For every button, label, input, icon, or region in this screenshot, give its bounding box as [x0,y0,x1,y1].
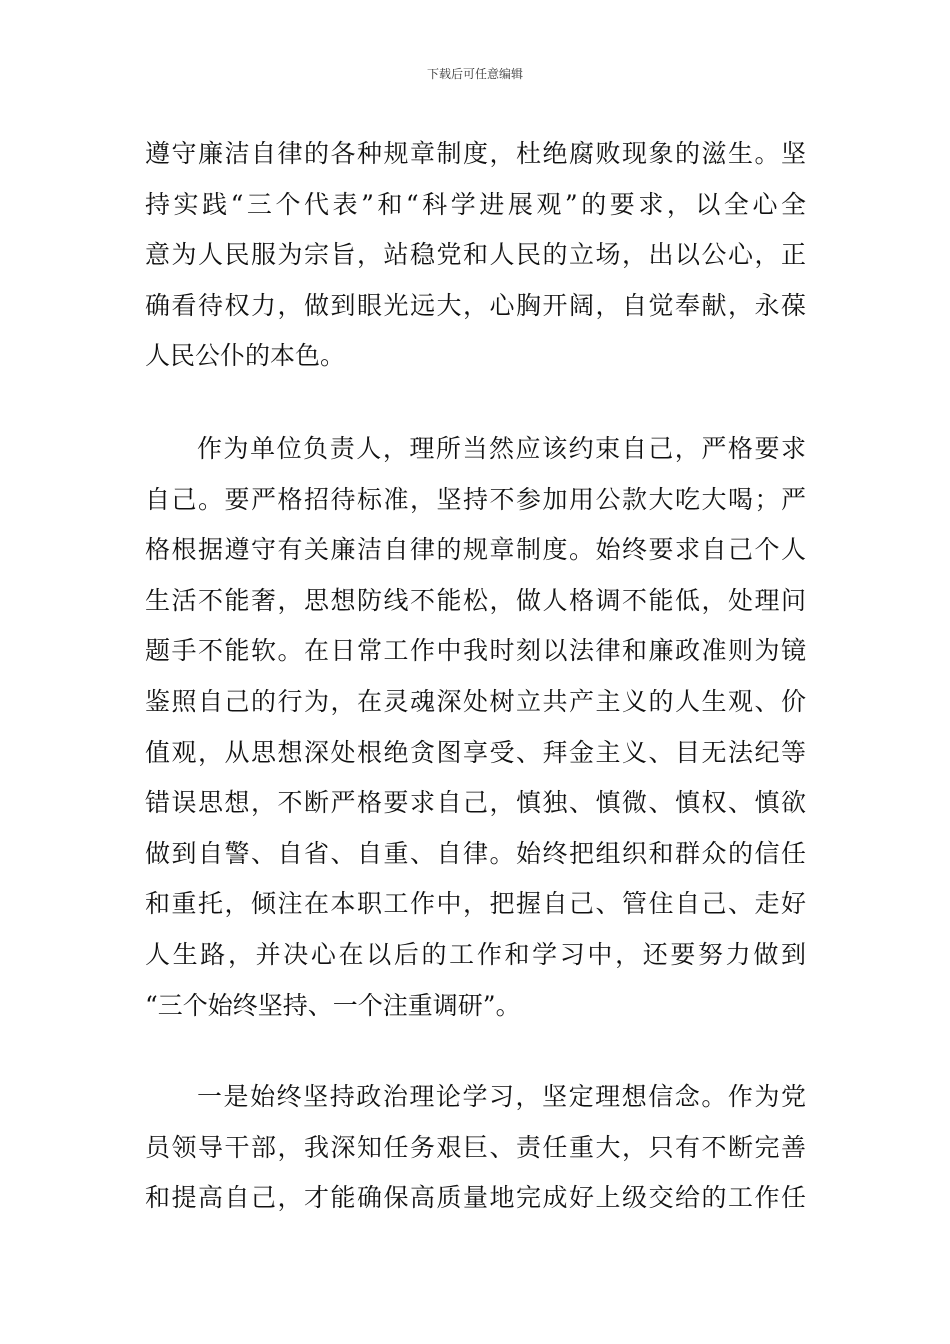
text-line: 人民公仆的本色。 [145,341,346,371]
text-line: 和重托，倾注在本职工作中，把握自己、管住自己、走好 [145,889,806,919]
text-line: 作为单位负责人，理所当然应该约束自己，严格要求 [197,434,806,463]
text-line: 人生路，并决心在以后的工作和学习中，还要努力做到 [145,939,806,969]
text-line: 一是始终坚持政治理论学习，坚定理想信念。作为党 [197,1082,806,1111]
text-line: 做到自警、自省、自重、自律。始终把组织和群众的信任 [145,838,806,868]
text-line: 值观，从思想深处根绝贪图享受、拜金主义、目无法纪等 [145,737,806,767]
text-line: 自己。要严格招待标准，坚持不参加用公款大吃大喝；严 [145,484,806,514]
page-header: 下载后可任意编辑 [426,67,523,81]
text-line: 意为人民服为宗旨，站稳党和人民的立场，出以公心，正 [145,240,806,270]
text-line: “三个始终坚持、一个注重调研”。 [145,990,521,1020]
text-line: 持实践“三个代表”和“科学进展观”的要求，以全心全 [145,189,806,219]
paragraph-3 [145,1072,806,1224]
text-line: 题手不能软。在日常工作中我时刻以法律和廉政准则为镜 [145,636,806,666]
text-line: 员领导干部，我深知任务艰巨、责任重大，只有不断完善 [145,1132,806,1162]
text-line: 错误思想，不断严格要求自己，慎独、慎微、慎权、慎欲 [145,788,806,818]
text-line: 和提高自己，才能确保高质量地完成好上级交给的工作任 [145,1183,806,1213]
text-line: 格根据遵守有关廉洁自律的规章制度。始终要求自己个人 [145,535,806,565]
text-line: 鉴照自己的行为，在灵魂深处树立共产主义的人生观、价 [145,686,806,716]
text-line: 确看待权力，做到眼光远大，心胸开阔，自觉奉献，永葆 [145,290,806,320]
paragraph-1 [145,129,806,382]
text-line: 生活不能奢，思想防线不能松，做人格调不能低，处理问 [145,585,806,615]
paragraph-2 [145,424,806,1031]
text-line: 遵守廉洁自律的各种规章制度，杜绝腐败现象的滋生。坚 [145,139,806,168]
